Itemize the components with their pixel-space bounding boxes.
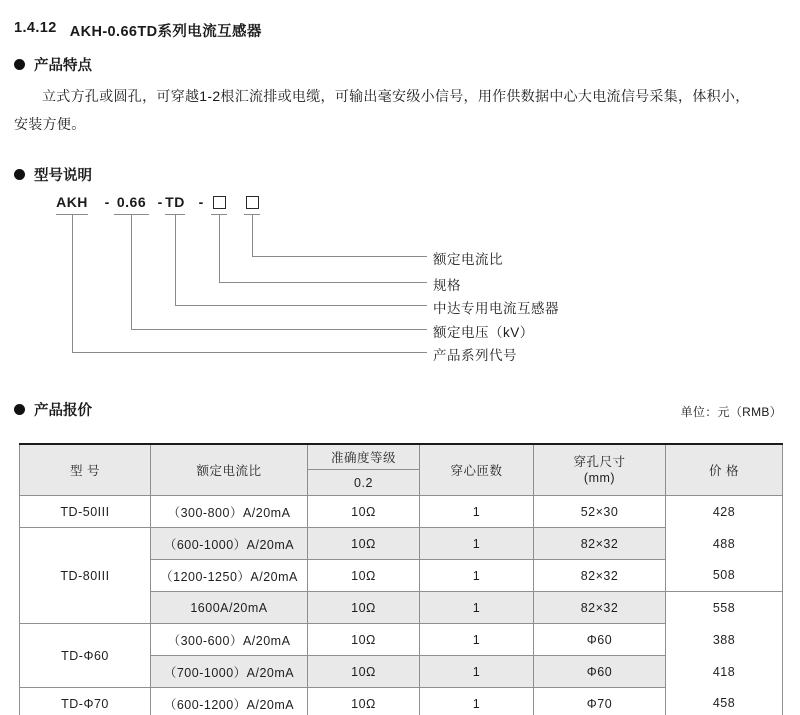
- cell-ratio: （300-600）A/20mA: [151, 624, 308, 656]
- model-segment-voltage: [114, 194, 149, 215]
- cell-accuracy: 10Ω: [308, 656, 420, 688]
- model-heading-text: 型号说明: [34, 168, 92, 184]
- cell-price: 458: [666, 688, 783, 715]
- features-line-2: 安装方便。: [14, 116, 86, 132]
- cell-hole: 52×30: [534, 496, 666, 528]
- connector-line: [72, 214, 73, 352]
- cell-hole: Φ60: [534, 656, 666, 688]
- cell-ratio: （600-1200）A/20mA: [151, 688, 308, 715]
- cell-model: TD-Φ60: [20, 624, 151, 688]
- col-header-turns: 穿心匝数: [420, 444, 534, 496]
- model-placeholder-spec: [211, 194, 227, 215]
- cell-model: TD-50III: [20, 496, 151, 528]
- cell-accuracy: 10Ω: [308, 624, 420, 656]
- diagram-label-voltage: 额定电压（kV）: [433, 325, 534, 340]
- diagram-label-delta: 中达专用电流互感器: [433, 301, 559, 316]
- cell-price: 428: [666, 496, 783, 528]
- features-paragraph: [14, 82, 782, 138]
- table-row: [20, 496, 783, 528]
- connector-line: [175, 305, 427, 306]
- connector-line: [252, 256, 427, 257]
- model-placeholder-ratio: [244, 194, 260, 215]
- cell-model: TD-80III: [20, 528, 151, 624]
- diagram-label-ratio: 额定电流比: [433, 252, 503, 267]
- table-header-row: [20, 444, 783, 470]
- cell-turns: 1: [420, 496, 534, 528]
- model-segment-series-text: AKH: [56, 194, 88, 210]
- col-header-price: 价 格: [666, 444, 783, 496]
- cell-ratio: 1600A/20mA: [151, 592, 308, 624]
- model-segment-series: [56, 194, 88, 215]
- col-header-hole: [534, 444, 666, 496]
- model-segment-td-text: TD: [165, 194, 185, 210]
- cell-turns: 1: [420, 560, 534, 592]
- bullet-icon: [14, 169, 25, 180]
- pricing-header-row: [14, 399, 782, 420]
- diagram-label-series: 产品系列代号: [433, 348, 517, 363]
- section-pricing-heading: [14, 399, 92, 420]
- placeholder-box-icon: [213, 196, 226, 209]
- cell-ratio: （700-1000）A/20mA: [151, 656, 308, 688]
- cell-accuracy: 10Ω: [308, 688, 420, 715]
- cell-ratio: （1200-1250）A/20mA: [151, 560, 308, 592]
- section-model-heading: [14, 164, 782, 185]
- page-title-text: AKH-0.66TD系列电流互感器: [69, 24, 262, 40]
- cell-turns: 1: [420, 688, 534, 715]
- code-separator: -: [104, 194, 110, 210]
- pricing-heading-text: 产品报价: [34, 403, 92, 419]
- model-code-diagram: [14, 194, 782, 366]
- cell-turns: 1: [420, 592, 534, 624]
- connector-line: [252, 214, 253, 256]
- cell-accuracy: 10Ω: [308, 496, 420, 528]
- pricing-table: [19, 443, 783, 715]
- cell-turns: 1: [420, 528, 534, 560]
- col-header-hole-line2: (mm): [583, 471, 616, 485]
- cell-ratio: （300-800）A/20mA: [151, 496, 308, 528]
- cell-hole: Φ60: [534, 624, 666, 656]
- cell-model: TD-Φ70: [20, 688, 151, 715]
- col-header-hole-line1: 穿孔尺寸: [573, 455, 626, 469]
- cell-turns: 1: [420, 624, 534, 656]
- model-segment-td: [165, 194, 185, 215]
- col-header-model: 型 号: [20, 444, 151, 496]
- cell-turns: 1: [420, 656, 534, 688]
- diagram-label-spec: 规格: [433, 278, 461, 293]
- cell-accuracy: 10Ω: [308, 592, 420, 624]
- cell-hole: 82×32: [534, 560, 666, 592]
- col-header-accuracy: 准确度等级: [308, 444, 420, 470]
- connector-line: [72, 352, 427, 353]
- code-separator: -: [157, 194, 163, 210]
- model-segment-voltage-text: 0.66: [116, 194, 147, 210]
- section-features-heading: [14, 54, 782, 75]
- cell-price: 488: [666, 528, 783, 560]
- bullet-icon: [14, 404, 25, 415]
- connector-line: [131, 329, 427, 330]
- table-row: [20, 528, 783, 560]
- table-row: [20, 624, 783, 656]
- features-heading-text: 产品特点: [34, 58, 92, 74]
- cell-ratio: （600-1000）A/20mA: [151, 528, 308, 560]
- col-header-ratio: 额定电流比: [151, 444, 308, 496]
- table-row: [20, 688, 783, 715]
- cell-price: 508: [666, 560, 783, 592]
- col-header-accuracy-class: 0.2: [308, 470, 420, 496]
- cell-accuracy: 10Ω: [308, 528, 420, 560]
- cell-hole: 82×32: [534, 592, 666, 624]
- code-separator: -: [198, 194, 204, 210]
- connector-line: [131, 214, 132, 329]
- cell-hole: 82×32: [534, 528, 666, 560]
- cell-price: 418: [666, 656, 783, 688]
- cell-hole: Φ70: [534, 688, 666, 715]
- bullet-icon: [14, 59, 25, 70]
- placeholder-box-icon: [246, 196, 259, 209]
- section-number: 1.4.12: [14, 20, 57, 36]
- unit-note: 单位：元（RMB）: [680, 405, 782, 419]
- cell-price: 388: [666, 624, 783, 656]
- cell-accuracy: 10Ω: [308, 560, 420, 592]
- cell-price: 558: [666, 592, 783, 624]
- connector-line: [175, 214, 176, 305]
- connector-line: [219, 282, 427, 283]
- page-title: [14, 20, 782, 41]
- connector-line: [219, 214, 220, 282]
- features-line-1: 立式方孔或圆孔，可穿越1-2根汇流排或电缆，可输出毫安级小信号，用作供数据中心大电流信号采集，体积小，: [42, 88, 750, 104]
